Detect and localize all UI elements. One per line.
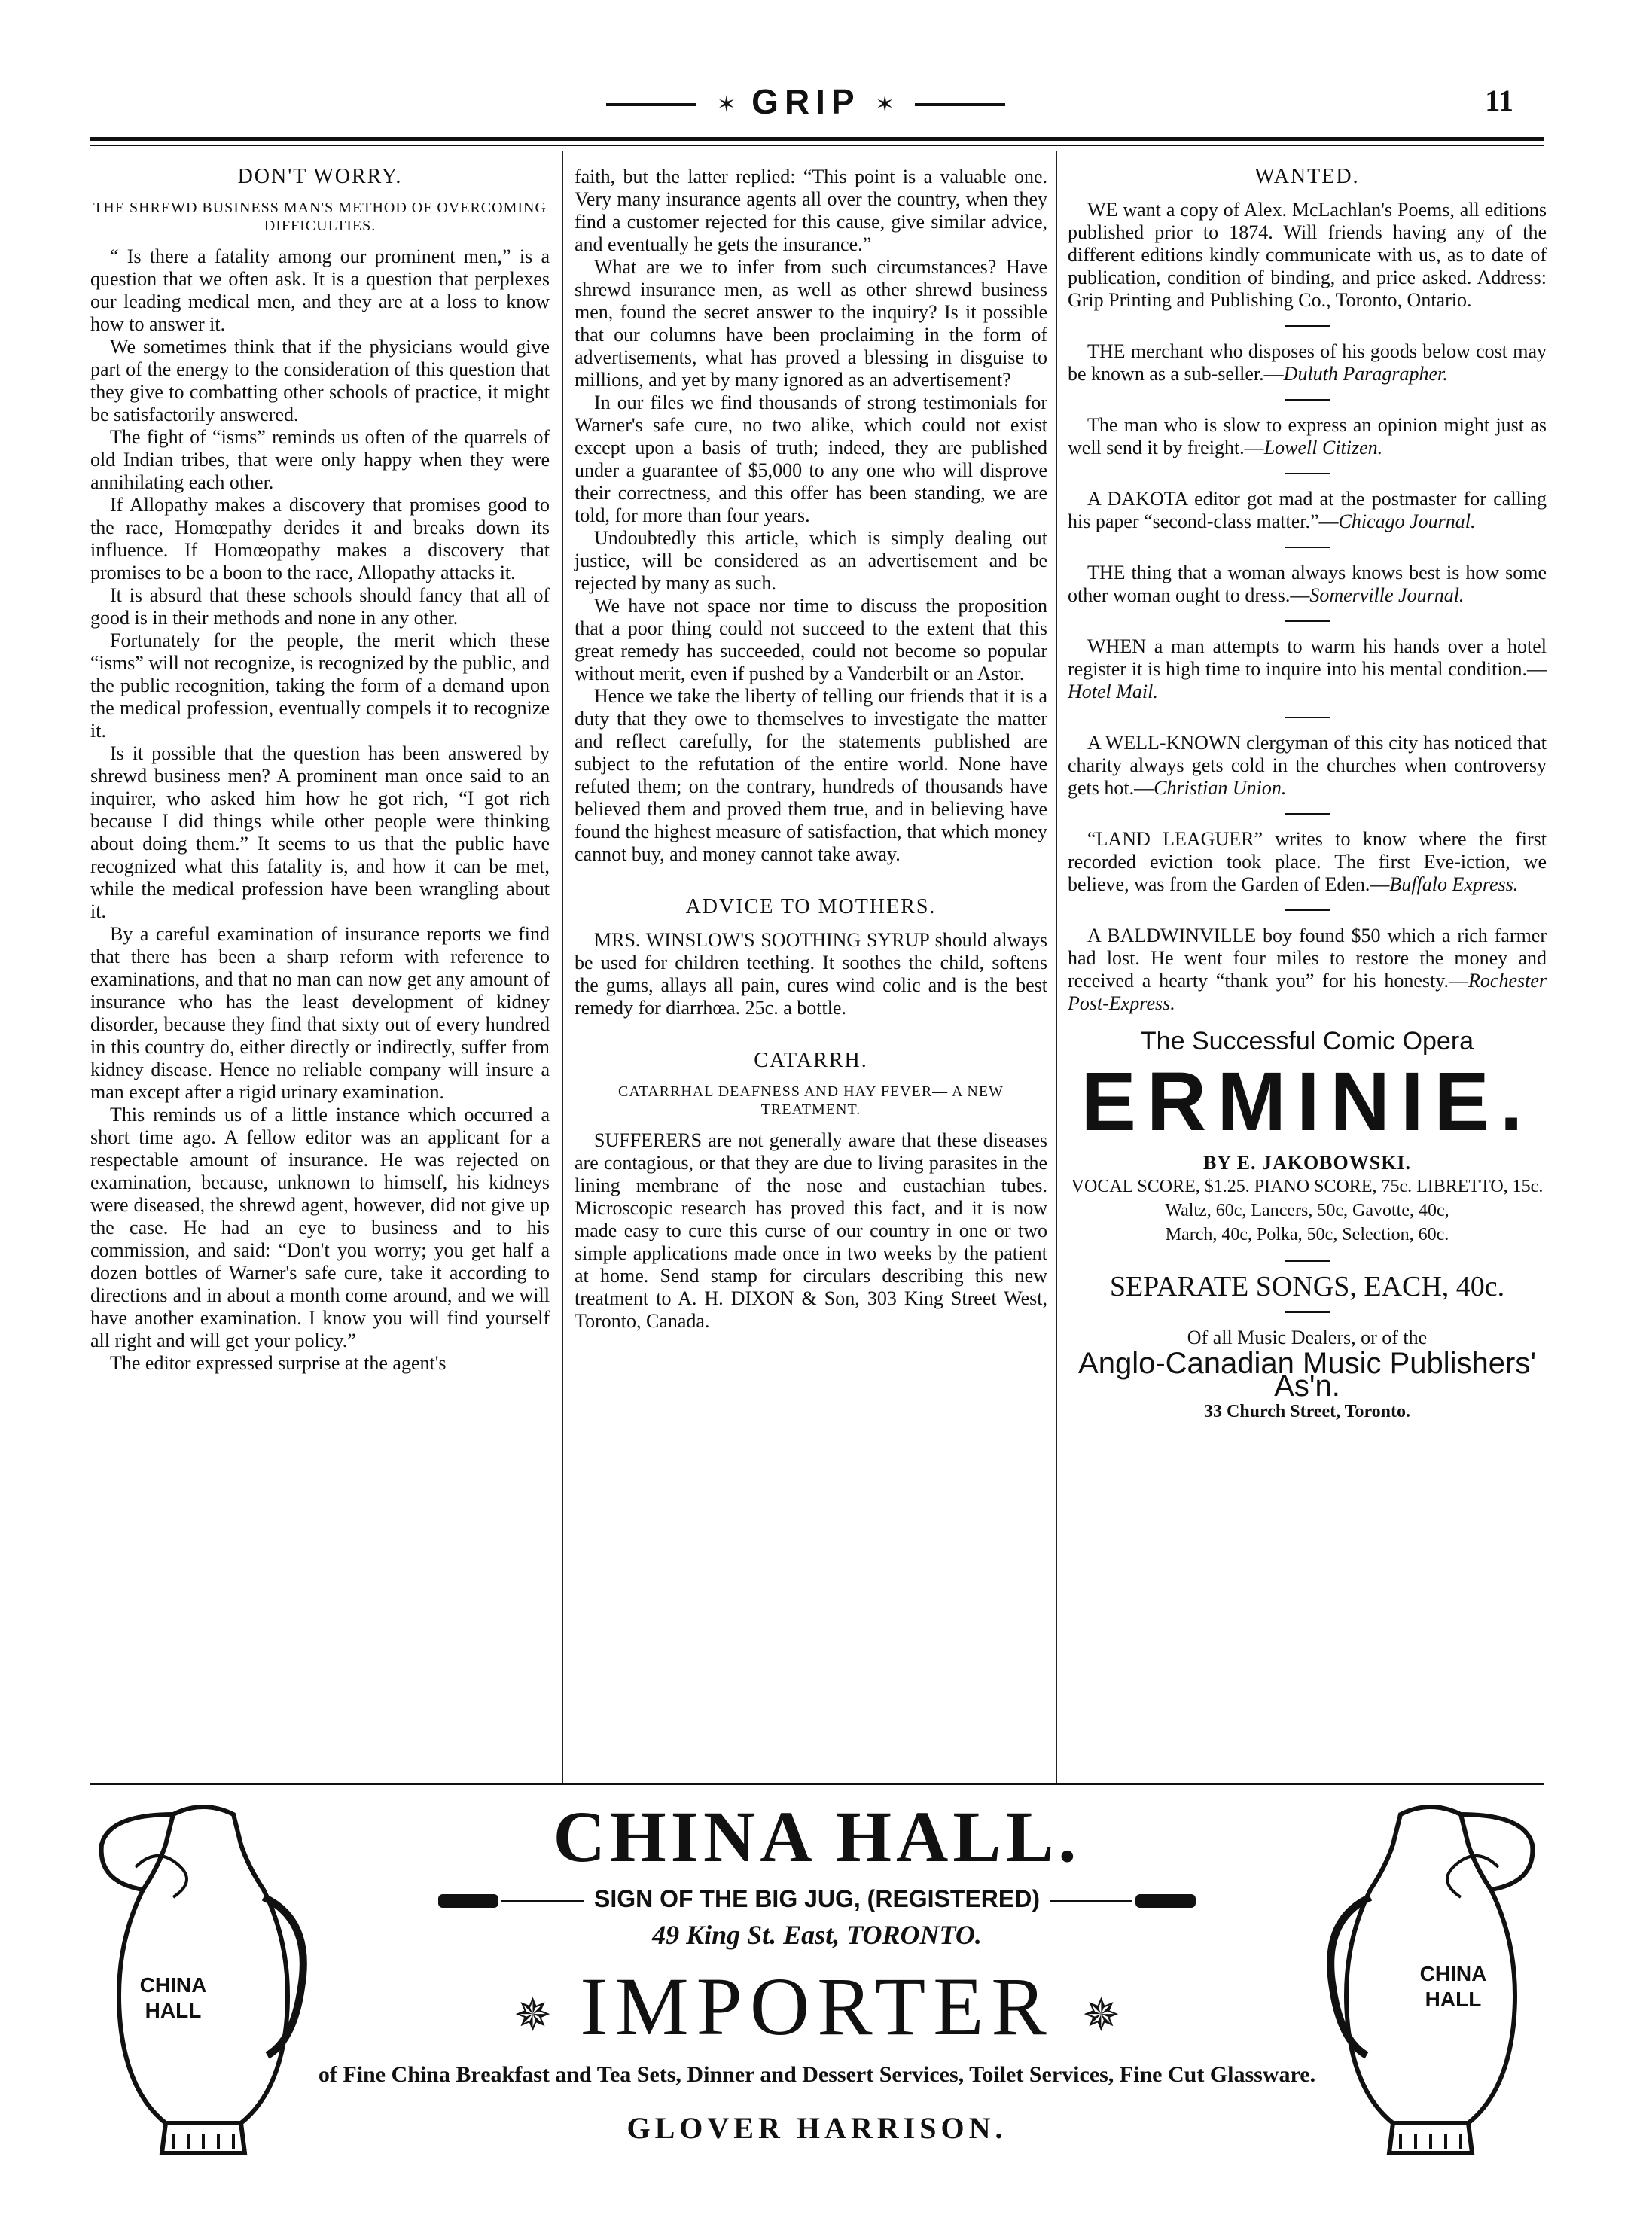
star-ornament-icon: ✵ bbox=[1082, 1990, 1120, 2040]
column-2 bbox=[575, 166, 1047, 1333]
paragraph: It is absurd that these schools should fancy that all of good is in their methods and none in any other. bbox=[90, 584, 550, 629]
paragraph: By a careful examination of insurance reports we find that there has been a sharp reform with reference to examinations, and that no man can now get any amount of insurance who has the least development of kidney disorder, because they find that sixty out of every hundred in this country do, either directly or indirectly, suffer from kidney disease. Hence no reliable company will insure a man except after a rigid urinary examination. bbox=[90, 923, 550, 1103]
paragraph: Undoubtedly this article, which is simply dealing out justice, will be considered as an advertisement and be rejected by many as such. bbox=[575, 527, 1047, 594]
star-ornament-icon: ✵ bbox=[514, 1990, 552, 2040]
source-credit: Somerville Journal. bbox=[1309, 584, 1465, 606]
article-subheading: THE SHREWD BUSINESS MAN'S METHOD OF OVERCOMING DIFFICULTIES. bbox=[93, 200, 547, 234]
page-number: 11 bbox=[1485, 84, 1513, 117]
separator bbox=[1285, 547, 1330, 548]
source-credit: Duluth Paragrapher. bbox=[1283, 363, 1448, 385]
header-rule-thin bbox=[90, 145, 1544, 146]
catarrh-subheading: CATARRHAL DEAFNESS AND HAY FEVER— A NEW TREATMENT. bbox=[618, 1083, 1004, 1118]
separator bbox=[1285, 1260, 1330, 1262]
wanted-heading: WANTED. bbox=[1254, 165, 1360, 188]
masthead-rule-right bbox=[915, 103, 1005, 106]
column-divider bbox=[1056, 151, 1057, 1784]
paragraph: “ Is there a fatality among our prominent men,” is a question that we often ask. It is a question that perplexes our leading medical men, and they are at a loss to know how to answer it. bbox=[90, 245, 550, 335]
paragraph: We sometimes think that if the physicians would give part of the energy to the consideration of this question that they give to combatting other schools of practice, it might be satisfactorily answered. bbox=[90, 336, 550, 425]
source-credit: Hotel Mail. bbox=[1068, 681, 1158, 702]
source-credit: Rochester Post-Express. bbox=[1068, 970, 1547, 1014]
paragraph-item: A DAKOTA editor got mad at the postmaster for calling his paper “second-class matter.”—Chicago Journal. bbox=[1068, 488, 1547, 532]
paragraph-item: THE thing that a woman always knows best is how some other woman ought to dress.—Somerville Journal. bbox=[1068, 562, 1547, 606]
pointing-hand-icon bbox=[438, 1894, 498, 1908]
column-divider bbox=[562, 151, 563, 1784]
advice-text: MRS. WINSLOW'S SOOTHING SYRUP should always be used for children teething. It soothes the child, softens the gums, allays all pain, cures wind colic and is the best remedy for diarrhœa. 25c. a bottle. bbox=[575, 929, 1047, 1019]
wanted-text: WE want a copy of Alex. McLachlan's Poems, all editions published prior to 1874. Will friends having any of the different editions kindly communicate with us, as to date of publication, condition of binding, and price asked. Address: Grip Printing and Publishing Co., Toronto, Ontario. bbox=[1068, 199, 1547, 311]
masthead bbox=[90, 81, 1521, 126]
paragraph: Is it possible that the question has been answered by shrewd business men? A prominent man once said to an inquirer, who asked him how he got rich, “I got rich because I did things while other people were thinking about doing them.” It seems to us that the public have recognized what this fatality is, and how it can be met, while the medical profession have been wrangling about it. bbox=[90, 742, 550, 922]
separator bbox=[1285, 717, 1330, 718]
source-credit: Christian Union. bbox=[1154, 777, 1287, 799]
ad-author: BY E. JAKOBOWSKI. bbox=[1202, 1152, 1412, 1174]
paragraph: This reminds us of a little instance which occurred a short time ago. A fellow editor was an applicant for a respectable amount of insurance. He was rejected on examination, because, unknown to himself, his kidneys were diseased, the shrewd agent, however, did not give up the case. He had an eye to business and to his commission, and said: “Don't you worry; you get half a dozen bottles of Warner's safe cure, take it according to directions and in about a month come around, and we will have another examination. I know you will find yourself all right and will get your policy.” bbox=[90, 1104, 550, 1351]
source-credit: Lowell Citizen. bbox=[1263, 437, 1383, 458]
separator bbox=[1285, 473, 1330, 474]
separator bbox=[1285, 325, 1330, 327]
pointing-hand-icon bbox=[1135, 1894, 1196, 1908]
ad-opera-line: The Successful Comic Opera bbox=[1140, 1027, 1474, 1056]
ad-publisher: Anglo-Canadian Music Publishers' As'n. bbox=[1078, 1347, 1536, 1403]
china-hall-advertisement bbox=[90, 1796, 1544, 2176]
ad-scores: VOCAL SCORE, $1.25. PIANO SCORE, 75c. LIBRETTO, 15c. bbox=[1071, 1177, 1544, 1196]
separator bbox=[1285, 620, 1330, 622]
column-3 bbox=[1068, 166, 1547, 1423]
separator bbox=[1285, 909, 1330, 911]
ad-dealers: Of all Music Dealers, or of the bbox=[1187, 1327, 1428, 1348]
ad-dances: Waltz, 60c, Lancers, 50c, Gavotte, 40c, bbox=[1165, 1201, 1449, 1220]
masthead-rule-left bbox=[606, 103, 696, 106]
paragraph: The fight of “isms” reminds us often of the quarrels of old Indian tribes, that were only happy when they were annihilating each other. bbox=[90, 426, 550, 493]
source-credit: Buffalo Express. bbox=[1389, 873, 1519, 895]
catarrh-text: SUFFERERS are not generally aware that these diseases are contagious, or that they are due to living parasites in the lining membrane of the nose and eustachian tubes. Microscopic research has proved this fact, and it is now made easy to cure this curse of our country in one or two simple applications made once in two weeks by the patient at home. Send stamp for circulars describing this new treatment to A. H. DIXON & Son, 303 King Street West, Toronto, Canada. bbox=[575, 1129, 1047, 1332]
paragraph: We have not space nor time to discuss the proposition that a poor thing could not succeed to the extent that this great remedy has succeeded, could not become so popular without merit, even if pushed by a Vanderbilt or an Astor. bbox=[575, 595, 1047, 684]
banner-text bbox=[309, 1796, 1325, 2146]
separator bbox=[1285, 1311, 1330, 1313]
paragraph-item: A BALDWINVILLE boy found $50 which a rich farmer had lost. He went four miles to restore the money and received a hearty “thank you” for his honesty.—Rochester Post-Express. bbox=[1068, 925, 1547, 1014]
paragraph: Hence we take the liberty of telling our friends that it is a duty that they owe to themselves to investigate the matter and reflect carefully, for the statements published are subject to the refutation of the entire world. None have refuted them; on the contrary, hundreds of thousands have believed them and proved them true, and in believing have found the highest measure of satisfaction, that which money cannot buy, and money cannot take away. bbox=[575, 685, 1047, 865]
banner-address: 49 King St. East, TORONTO. bbox=[652, 1920, 982, 1950]
source-credit: Chicago Journal. bbox=[1338, 510, 1476, 532]
banner-sign-line: SIGN OF THE BIG JUG, (REGISTERED) bbox=[309, 1885, 1325, 1913]
advice-heading: ADVICE TO MOTHERS. bbox=[685, 895, 937, 918]
ad-dances: March, 40c, Polka, 50c, Selection, 60c. bbox=[1165, 1225, 1449, 1244]
column-1 bbox=[90, 166, 550, 1375]
paragraph: What are we to infer from such circumstances? Have shrewd insurance men, as well as other shrewd business men, found the secret answer to the inquiry? Is it possible that our columns have been proclaiming in the form of advertisements, what has proved a blessing in disguise to millions, and yet by many ignored as an advertisement? bbox=[575, 256, 1047, 391]
paragraph-item: A WELL-KNOWN clergyman of this city has noticed that charity always gets cold in the churches when controversy gets hot.—Christian Union. bbox=[1068, 732, 1547, 799]
paragraph-item: The man who is slow to express an opinion might just as well send it by freight.—Lowell Citizen. bbox=[1068, 414, 1547, 458]
separator bbox=[1285, 813, 1330, 815]
paragraph-item: WHEN a man attempts to warm his hands over a hotel register it is high time to inquire into his mental condition.—Hotel Mail. bbox=[1068, 635, 1547, 702]
article-heading: DON'T WORRY. bbox=[237, 165, 403, 188]
catarrh-heading: CATARRH. bbox=[754, 1049, 868, 1072]
banner-proprietor: GLOVER HARRISON. bbox=[626, 2110, 1007, 2145]
paragraph-item: “LAND LEAGUER” writes to know where the first recorded eviction took place. The first Eve-iction, we believe, was from the Garden of Eden.—Buffalo Express. bbox=[1068, 828, 1547, 895]
ad-title: ERMINIE. bbox=[1081, 1056, 1534, 1148]
paragraph: If Allopathy makes a discovery that promises good to the race, Homœpathy derides it and breaks down its influence. If Homœopathy makes a discovery that promises to be a boon to the race, Allopathy attacks it. bbox=[90, 494, 550, 583]
jug-label: CHINA HALL bbox=[139, 1973, 207, 2022]
erminie-advertisement bbox=[1068, 1027, 1547, 1423]
banner-title: CHINA HALL. bbox=[553, 1796, 1081, 1877]
masthead-title: GRIP bbox=[751, 82, 860, 121]
paragraph: In our files we find thousands of strong testimonials for Warner's safe cure, no two alike, which could not exist except upon a basis of truth; indeed, they are published under a guarantee of $5,000 to any one who will disprove their correctness, and this offer has been standing, we are told, for more than four years. bbox=[575, 391, 1047, 526]
ad-songs: SEPARATE SONGS, EACH, 40c. bbox=[1109, 1271, 1505, 1302]
paragraph: The editor expressed surprise at the agent's bbox=[110, 1352, 447, 1374]
paragraph: Fortunately for the people, the merit which these “isms” will not recognize, is recognized by the public, and the public recognition, taking the form of a demand upon the medical profession, eventually compels it to recognize it. bbox=[90, 629, 550, 742]
jug-label: CHINA HALL bbox=[1419, 1962, 1487, 2011]
banner-importer: ✵ IMPORTER ✵ bbox=[514, 1960, 1120, 2052]
star-ornament-icon: ✶ bbox=[875, 92, 895, 117]
banner-rule bbox=[90, 1783, 1544, 1785]
separator bbox=[1285, 399, 1330, 401]
paragraph: faith, but the latter replied: “This point is a valuable one. Very many insurance agents all over the country, when they find a customer rejected for this cause, give similar advice, and eventually he gets the insurance.” bbox=[575, 166, 1047, 255]
paragraph-item: THE merchant who disposes of his goods below cost may be known as a sub-seller.—Duluth Paragrapher. bbox=[1068, 340, 1547, 385]
ad-address: 33 Church Street, Toronto. bbox=[1203, 1402, 1411, 1421]
header-rule bbox=[90, 137, 1544, 141]
star-ornament-icon: ✶ bbox=[717, 92, 736, 117]
banner-products: of Fine China Breakfast and Tea Sets, Dinner and Dessert Services, Toilet Services, Fine Cut Glassware. bbox=[318, 2061, 1316, 2087]
